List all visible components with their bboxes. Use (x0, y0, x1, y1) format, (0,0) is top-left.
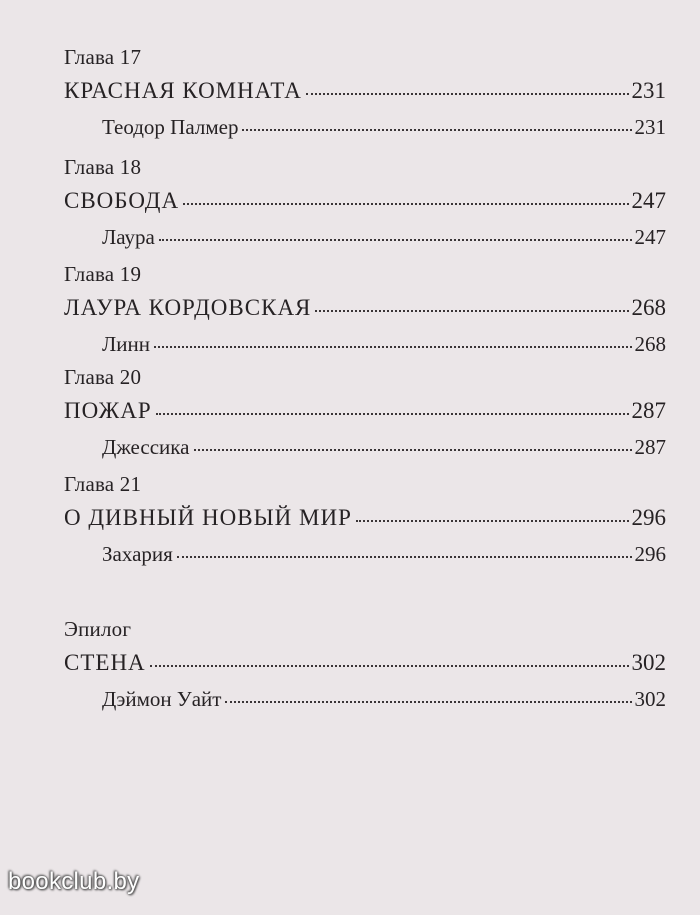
page-number: 296 (634, 542, 666, 566)
toc-section-18 (64, 155, 666, 255)
chapter-author-entry[interactable] (64, 109, 666, 145)
chapter-author-entry[interactable] (64, 681, 666, 717)
chapter-title: СВОБОДА (64, 188, 180, 213)
chapter-title: О ДИВНЫЙ НОВЫЙ МИР (64, 505, 352, 530)
dot-leader (242, 129, 631, 131)
chapter-author: Линн (102, 332, 150, 356)
chapter-title-entry[interactable] (64, 645, 666, 681)
chapter-heading: Глава 17 (64, 45, 142, 69)
chapter-author: Захария (102, 542, 173, 566)
chapter-author: Теодор Палмер (102, 115, 239, 139)
chapter-title-entry[interactable] (64, 73, 666, 109)
page-number: 268 (634, 332, 666, 356)
chapter-author: Дэймон Уайт (102, 687, 222, 711)
chapter-author-entry[interactable] (64, 326, 666, 362)
chapter-heading: Глава 20 (64, 365, 142, 389)
chapter-title-entry[interactable] (64, 393, 666, 429)
dot-leader (306, 93, 629, 95)
page-number: 268 (631, 295, 666, 320)
chapter-heading: Глава 18 (64, 155, 142, 179)
toc-section-17 (64, 45, 666, 145)
chapter-author-entry[interactable] (64, 536, 666, 572)
chapter-heading: Глава 19 (64, 262, 142, 286)
page-number: 231 (631, 78, 666, 103)
chapter-author-entry[interactable] (64, 429, 666, 465)
page-number: 247 (634, 225, 666, 249)
page-number: 287 (631, 398, 666, 423)
toc-section-epilogue (64, 617, 666, 717)
dot-leader (194, 449, 632, 451)
page-number: 296 (631, 505, 666, 530)
page-number: 287 (634, 435, 666, 459)
chapter-title-entry[interactable] (64, 500, 666, 536)
watermark: bookclub.by (8, 868, 140, 895)
dot-leader (150, 665, 629, 667)
dot-leader (225, 701, 631, 703)
chapter-heading: Глава 21 (64, 472, 142, 496)
chapter-author-entry[interactable] (64, 219, 666, 255)
dot-leader (156, 413, 629, 415)
chapter-title: ПОЖАР (64, 398, 152, 423)
chapter-author: Лаура (102, 225, 155, 249)
chapter-heading: Эпилог (64, 617, 132, 641)
dot-leader (177, 556, 632, 558)
page-number: 247 (631, 188, 666, 213)
toc-section-19 (64, 262, 666, 362)
dot-leader (159, 239, 632, 241)
chapter-author: Джессика (102, 435, 190, 459)
dot-leader (183, 203, 628, 205)
chapter-title: СТЕНА (64, 650, 146, 675)
toc-section-21 (64, 472, 666, 572)
dot-leader (356, 520, 629, 522)
chapter-title: КРАСНАЯ КОМНАТА (64, 78, 302, 103)
toc-section-20 (64, 365, 666, 465)
chapter-title: ЛАУРА КОРДОВСКАЯ (64, 295, 312, 320)
page-number: 302 (631, 650, 666, 675)
page-number: 231 (634, 115, 666, 139)
dot-leader (315, 310, 628, 312)
page-number: 302 (634, 687, 666, 711)
chapter-title-entry[interactable] (64, 183, 666, 219)
chapter-title-entry[interactable] (64, 290, 666, 326)
dot-leader (154, 346, 632, 348)
